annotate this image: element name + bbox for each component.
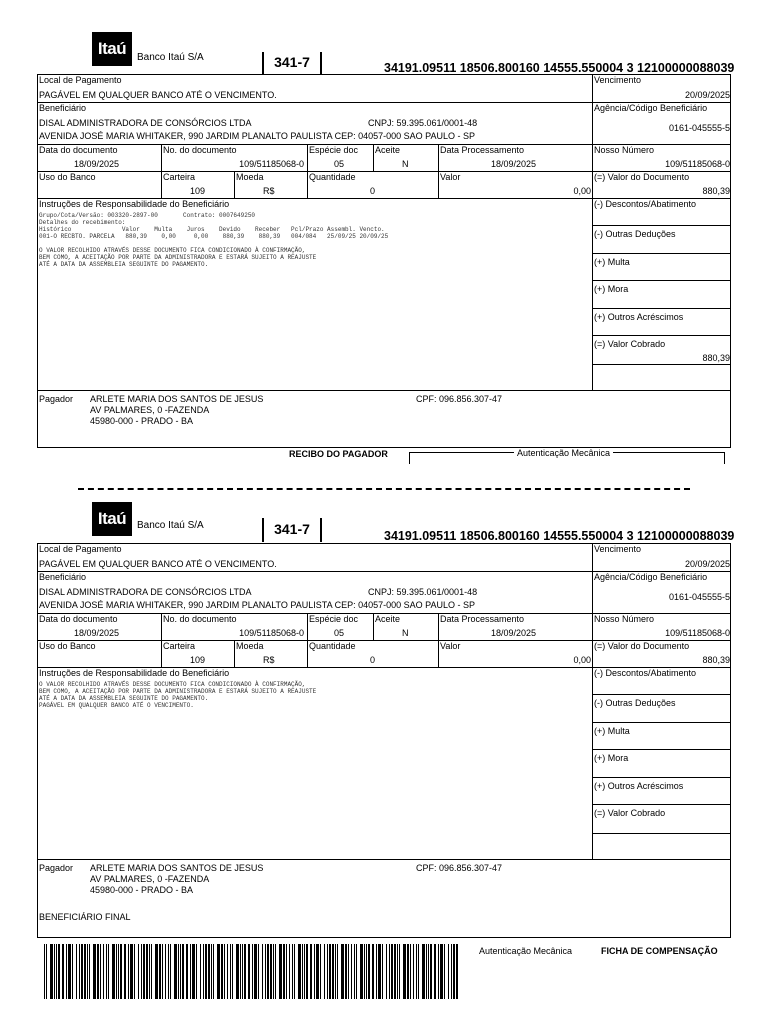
instrucoes-cell xyxy=(38,668,593,860)
barcode-bar xyxy=(372,944,374,999)
local-pagamento-label: Local de Pagamento xyxy=(39,544,122,554)
barcode-bar xyxy=(130,944,133,999)
barcode-bar xyxy=(89,944,90,999)
vencimento-value: 20/09/2025 xyxy=(684,559,730,569)
barcode-bar xyxy=(221,944,223,999)
moeda-value: R$ xyxy=(263,186,275,196)
moeda-label: Moeda xyxy=(236,641,264,651)
no-documento-value: 109/51185068-0 xyxy=(239,159,304,169)
barcode-bar xyxy=(444,944,445,999)
barcode-bar xyxy=(391,944,393,999)
barcode-bar xyxy=(267,944,269,999)
uso-banco-label: Uso do Banco xyxy=(39,641,96,651)
outras-deducoes-label: (-) Outras Deduções xyxy=(594,698,676,708)
recibo-pagador-title: RECIBO DO PAGADOR xyxy=(289,449,388,459)
carteira-cell xyxy=(162,172,235,199)
outros-acrescimos-cell xyxy=(593,778,731,805)
barcode-bar xyxy=(248,944,250,999)
barcode-bar xyxy=(106,944,107,999)
multa-cell xyxy=(593,723,731,750)
data-documento-value: 18/09/2025 xyxy=(74,628,120,638)
especie-doc-value: 05 xyxy=(334,628,345,638)
nosso-numero-value: 109/51185068-0 xyxy=(665,628,730,638)
vencimento-label: Vencimento xyxy=(594,75,642,85)
nosso-numero-label: Nosso Número xyxy=(594,145,655,155)
barcode-bar xyxy=(289,944,290,999)
data-processamento-label: Data Processamento xyxy=(440,614,525,624)
boleto-grid xyxy=(37,74,731,448)
valor-cobrado-label: (=) Valor Cobrado xyxy=(594,808,666,818)
barcode-bar xyxy=(275,944,276,999)
beneficiario-cell xyxy=(38,572,593,614)
barcode-bar xyxy=(81,944,83,999)
barcode-bar xyxy=(200,944,201,999)
vencimento-cell xyxy=(593,75,731,103)
barcode-bar xyxy=(348,944,349,999)
barcode-bar xyxy=(306,944,308,999)
barcode-bar xyxy=(162,944,163,999)
barcode-bar xyxy=(100,944,101,999)
barcode-bar xyxy=(345,944,347,999)
barcode-bar xyxy=(327,944,328,999)
barcode xyxy=(44,944,462,999)
instrucoes-text: O VALOR RECOLHIDO ATRAVÉS DESSE DOCUMENTO FICA CONDICIONADO À CONFIRMAÇÃO, BEM COMO, A ACEITAÇÃO POR PARTE DA ADMINISTRADORA E ESTARÁ SUJEITO A REAJUSTE ATÉ A DATA DA ASSEMBLEIA SEGUINTE DO PAGAMENTO. PAGÁVEL EM QUALQUER BANCO ATÉ O VENCIMENTO. xyxy=(39,681,317,709)
barcode-bar xyxy=(103,944,104,999)
pagador-end2: 45980-000 - PRADO - BA xyxy=(90,885,194,895)
beneficiario-cnpj: CNPJ: 59.395.061/0001-48 xyxy=(368,587,478,597)
barcode-bar xyxy=(66,944,67,999)
agencia-cell xyxy=(593,103,731,145)
barcode-bar xyxy=(93,944,96,999)
instrucoes-label: Instruções de Responsabilidade do Beneficiário xyxy=(39,199,230,209)
barcode-bar xyxy=(448,944,449,999)
agencia-value: 0161-045555-5 xyxy=(668,123,730,133)
barcode-bar xyxy=(56,944,57,999)
barcode-bar xyxy=(320,944,321,999)
no-documento-cell xyxy=(162,145,308,172)
instrucoes-label: Instruções de Responsabilidade do Beneficiário xyxy=(39,668,230,678)
barcode-bar xyxy=(180,944,181,999)
pagador-cell xyxy=(38,391,731,448)
beneficiario-endereco: AVENIDA JOSÉ MARIA WHITAKER, 990 JARDIM PLANALTO PAULISTA CEP: 04057-000 SAO PAULO - SP xyxy=(39,131,475,141)
instrucoes-cell xyxy=(38,199,593,391)
barcode-bar xyxy=(356,944,357,999)
aceite-label: Aceite xyxy=(375,614,401,624)
uso-banco-cell xyxy=(38,172,162,199)
barcode-bar xyxy=(378,944,381,999)
barcode-bar xyxy=(286,944,287,999)
agencia-label: Agência/Código Beneficiário xyxy=(594,572,708,582)
aceite-value: N xyxy=(402,159,409,169)
barcode-bar xyxy=(351,944,352,999)
barcode-bar xyxy=(124,944,126,999)
barcode-bar xyxy=(453,944,455,999)
barcode-bar xyxy=(208,944,210,999)
barcode-bar xyxy=(120,944,122,999)
barcode-bar xyxy=(262,944,263,999)
no-documento-label: No. do documento xyxy=(163,614,237,624)
barcode-bar xyxy=(112,944,115,999)
barcode-bar xyxy=(242,944,243,999)
barcode-bar xyxy=(410,944,411,999)
barcode-bar xyxy=(46,944,47,999)
barcode-bar xyxy=(196,944,197,999)
data-processamento-value: 18/09/2025 xyxy=(491,159,537,169)
boleto-grid xyxy=(37,543,731,938)
barcode-bar xyxy=(428,944,429,999)
barcode-bar xyxy=(366,944,367,999)
pagador-end1: AV PALMARES, 0 -FAZENDA xyxy=(90,874,210,884)
barcode-bar xyxy=(335,944,336,999)
pagador-end2: 45980-000 - PRADO - BA xyxy=(90,416,194,426)
especie-doc-cell xyxy=(308,614,374,641)
especie-doc-cell xyxy=(308,145,374,172)
barcode-bar xyxy=(149,944,150,999)
valor-documento-label: (=) Valor do Documento xyxy=(594,641,690,651)
beneficiario-label: Beneficiário xyxy=(39,572,87,582)
data-documento-cell xyxy=(38,614,162,641)
mora-cell xyxy=(593,750,731,778)
pagador-nome: ARLETE MARIA DOS SANTOS DE JESUS xyxy=(90,394,264,404)
valor-cobrado-cell xyxy=(593,336,731,365)
especie-doc-value: 05 xyxy=(334,159,345,169)
valor-value: 0,00 xyxy=(573,186,591,196)
barcode-bar xyxy=(232,944,233,999)
barcode-bar xyxy=(165,944,166,999)
blank-right-cell xyxy=(593,834,731,860)
valor-label: Valor xyxy=(440,641,461,651)
barcode-bar xyxy=(134,944,135,999)
valor-documento-value: 880,39 xyxy=(702,186,730,196)
instrucoes-text: Grupo/Cota/Versão: 003320-2897-00 Contrato: 0007649250 Detalhes do recebimento: Histórico Valor Multa Juros Devido Receber Pcl/Prazo Assembl. Vencto. 001-O RECBTO. PARCELA 880,39 0,00 0,00 880,39 880,39 004/084 25/09/25 20/09/25 O VALOR RECOLHIDO ATRAVÉS DESSE DOCUMENTO FICA CONDICIONADO À CONFIRMAÇÃO, BEM COMO, A ACEITAÇÃO POR PARTE DA ADMINISTRADORA E ESTARÁ SUJEITO A REAJUSTE ATÉ A DATA DA ASSEMBLEIA SEGUINTE DO PAGAMENTO. xyxy=(39,212,389,268)
barcode-bar xyxy=(87,944,88,999)
barcode-bar xyxy=(170,944,171,999)
barcode-bar xyxy=(403,944,406,999)
nosso-numero-value: 109/51185068-0 xyxy=(665,159,730,169)
aceite-cell xyxy=(374,145,439,172)
ficha-compensacao-title: FICHA DE COMPENSAÇÃO xyxy=(601,946,718,956)
recibo-pagador-section xyxy=(0,0,768,470)
data-documento-value: 18/09/2025 xyxy=(74,159,120,169)
vencimento-cell xyxy=(593,544,731,572)
barcode-bar xyxy=(426,944,427,999)
barcode-bar xyxy=(283,944,285,999)
local-pagamento-cell xyxy=(38,544,593,572)
barcode-bar xyxy=(438,944,439,999)
autenticacao-label: Autenticação Mecânica xyxy=(479,946,573,956)
local-pagamento-value: PAGÁVEL EM QUALQUER BANCO ATÉ O VENCIMENTO. xyxy=(39,559,277,569)
barcode-bar xyxy=(190,944,191,999)
data-processamento-label: Data Processamento xyxy=(440,145,525,155)
moeda-cell xyxy=(235,172,308,199)
barcode-bar xyxy=(382,944,383,999)
barcode-bar xyxy=(265,944,266,999)
barcode-bar xyxy=(217,944,220,999)
barcode-bar xyxy=(141,944,142,999)
beneficiario-cell xyxy=(38,103,593,145)
uso-banco-label: Uso do Banco xyxy=(39,172,96,182)
barcode-bar xyxy=(178,944,179,999)
barcode-bar xyxy=(440,944,443,999)
pagador-end1: AV PALMARES, 0 -FAZENDA xyxy=(90,405,210,415)
outras-deducoes-cell xyxy=(593,695,731,723)
moeda-value: R$ xyxy=(263,655,275,665)
barcode-bar xyxy=(151,944,152,999)
outras-deducoes-cell xyxy=(593,226,731,254)
beneficiario-final-label: BENEFICIÁRIO FINAL xyxy=(39,912,131,922)
beneficiario-cnpj: CNPJ: 59.395.061/0001-48 xyxy=(368,118,478,128)
quantidade-label: Quantidade xyxy=(309,641,356,651)
carteira-value: 109 xyxy=(190,186,206,196)
barcode-bar xyxy=(97,944,99,999)
valor-cell xyxy=(439,641,593,668)
mora-label: (+) Mora xyxy=(594,753,629,763)
barcode-bar xyxy=(146,944,148,999)
barcode-bar xyxy=(155,944,158,999)
barcode-bar xyxy=(186,944,188,999)
pagador-cell xyxy=(38,860,731,938)
barcode-bar xyxy=(304,944,305,999)
valor-value: 0,00 xyxy=(573,655,591,665)
data-documento-label: Data do documento xyxy=(39,145,118,155)
bank-name: Banco Itaú S/A xyxy=(137,52,204,63)
no-documento-label: No. do documento xyxy=(163,145,237,155)
barcode-bar xyxy=(254,944,257,999)
barcode-bar xyxy=(50,944,53,999)
nosso-numero-cell xyxy=(593,614,731,641)
barcode-bar xyxy=(430,944,432,999)
valor-cobrado-cell xyxy=(593,805,731,834)
mora-label: (+) Mora xyxy=(594,284,629,294)
especie-doc-label: Espécie doc xyxy=(309,614,359,624)
barcode-bar xyxy=(394,944,396,999)
data-documento-cell xyxy=(38,145,162,172)
barcode-bar xyxy=(224,944,225,999)
outras-deducoes-label: (-) Outras Deduções xyxy=(594,229,676,239)
barcode-bar xyxy=(240,944,241,999)
vencimento-value: 20/09/2025 xyxy=(684,90,730,100)
barcode-bar xyxy=(44,944,45,999)
barcode-bar xyxy=(324,944,325,999)
digitable-line: 34191.09511 18506.800160 14555.550004 3 12100000088039 xyxy=(384,61,735,75)
valor-cobrado-label: (=) Valor Cobrado xyxy=(594,339,666,349)
barcode-bar xyxy=(310,944,312,999)
pagador-label: Pagador xyxy=(39,394,74,404)
barcode-bar xyxy=(341,944,344,999)
quantidade-cell xyxy=(308,172,439,199)
barcode-bar xyxy=(138,944,139,999)
barcode-bar xyxy=(332,944,334,999)
nosso-numero-cell xyxy=(593,145,731,172)
local-pagamento-value: PAGÁVEL EM QUALQUER BANCO ATÉ O VENCIMENTO. xyxy=(39,90,277,100)
carteira-label: Carteira xyxy=(163,172,196,182)
local-pagamento-label: Local de Pagamento xyxy=(39,75,122,85)
outros-acrescimos-cell xyxy=(593,309,731,336)
barcode-bar xyxy=(292,944,293,999)
valor-documento-cell xyxy=(593,172,731,199)
barcode-bar xyxy=(434,944,436,999)
especie-doc-label: Espécie doc xyxy=(309,145,359,155)
valor-cell xyxy=(439,172,593,199)
valor-documento-label: (=) Valor do Documento xyxy=(594,172,690,182)
barcode-bar xyxy=(451,944,452,999)
barcode-bar xyxy=(316,944,319,999)
barcode-bar xyxy=(84,944,86,999)
barcode-bar xyxy=(389,944,390,999)
beneficiario-label: Beneficiário xyxy=(39,103,87,113)
moeda-cell xyxy=(235,641,308,668)
agencia-cell xyxy=(593,572,731,614)
barcode-bar xyxy=(230,944,231,999)
barcode-bar xyxy=(364,944,365,999)
valor-documento-value: 880,39 xyxy=(702,655,730,665)
data-processamento-cell xyxy=(439,145,593,172)
carteira-value: 109 xyxy=(190,655,206,665)
barcode-bar xyxy=(108,944,109,999)
barcode-bar xyxy=(258,944,259,999)
itau-logo: Itaú xyxy=(92,32,132,66)
barcode-bar xyxy=(227,944,228,999)
cut-line xyxy=(78,488,690,490)
barcode-bar xyxy=(368,944,370,999)
barcode-bar xyxy=(128,944,129,999)
barcode-bar xyxy=(244,944,246,999)
barcode-bar xyxy=(211,944,212,999)
barcode-bar xyxy=(279,944,282,999)
barcode-bar xyxy=(143,944,145,999)
descontos-label: (-) Descontos/Abatimento xyxy=(594,668,697,678)
beneficiario-endereco: AVENIDA JOSÉ MARIA WHITAKER, 990 JARDIM PLANALTO PAULISTA CEP: 04057-000 SAO PAULO - SP xyxy=(39,600,475,610)
data-documento-label: Data do documento xyxy=(39,614,118,624)
barcode-bar xyxy=(62,944,64,999)
barcode-bar xyxy=(376,944,377,999)
barcode-bar xyxy=(205,944,207,999)
beneficiario-nome: DISAL ADMINISTRADORA DE CONSÓRCIOS LTDA xyxy=(39,118,252,128)
quantidade-value: 0 xyxy=(370,655,376,665)
barcode-bar xyxy=(192,944,195,999)
barcode-bar xyxy=(168,944,169,999)
nosso-numero-label: Nosso Número xyxy=(594,614,655,624)
barcode-bar xyxy=(79,944,80,999)
barcode-bar xyxy=(413,944,414,999)
barcode-bar xyxy=(298,944,301,999)
barcode-bar xyxy=(386,944,387,999)
barcode-bar xyxy=(213,944,214,999)
barcode-bar xyxy=(397,944,398,999)
valor-documento-cell xyxy=(593,641,731,668)
barcode-bar xyxy=(54,944,55,999)
barcode-bar xyxy=(174,944,177,999)
multa-cell xyxy=(593,254,731,281)
barcode-bar xyxy=(76,944,77,999)
pagador-label: Pagador xyxy=(39,863,74,873)
valor-cobrado-value: 880,39 xyxy=(702,353,730,363)
barcode-bar xyxy=(273,944,274,999)
carteira-cell xyxy=(162,641,235,668)
barcode-bar xyxy=(116,944,117,999)
mora-cell xyxy=(593,281,731,309)
quantidade-cell xyxy=(308,641,439,668)
outros-acrescimos-label: (+) Outros Acréscimos xyxy=(594,781,684,791)
barcode-bar xyxy=(456,944,458,999)
aceite-cell xyxy=(374,614,439,641)
no-documento-cell xyxy=(162,614,308,641)
pagador-cpf: CPF: 096.856.307-47 xyxy=(416,394,503,404)
barcode-bar xyxy=(407,944,409,999)
quantidade-label: Quantidade xyxy=(309,172,356,182)
beneficiario-nome: DISAL ADMINISTRADORA DE CONSÓRCIOS LTDA xyxy=(39,587,252,597)
barcode-bar xyxy=(72,944,73,999)
outros-acrescimos-label: (+) Outros Acréscimos xyxy=(594,312,684,322)
pagador-cpf: CPF: 096.856.307-47 xyxy=(416,863,503,873)
digitable-line: 34191.09511 18506.800160 14555.550004 3 12100000088039 xyxy=(384,529,735,543)
bank-code: 341-7 xyxy=(262,518,322,542)
blank-right-cell xyxy=(593,365,731,391)
barcode-bar xyxy=(118,944,119,999)
autenticacao-label: Autenticação Mecânica xyxy=(514,448,613,458)
barcode-bar xyxy=(68,944,71,999)
local-pagamento-cell xyxy=(38,75,593,103)
barcode-bar xyxy=(329,944,331,999)
barcode-bar xyxy=(418,944,419,999)
no-documento-value: 109/51185068-0 xyxy=(239,628,304,638)
agencia-value: 0161-045555-5 xyxy=(668,592,730,602)
barcode-bar xyxy=(236,944,239,999)
pagador-nome: ARLETE MARIA DOS SANTOS DE JESUS xyxy=(90,863,264,873)
barcode-bar xyxy=(159,944,161,999)
barcode-bar xyxy=(422,944,425,999)
quantidade-value: 0 xyxy=(370,186,376,196)
barcode-bar xyxy=(399,944,400,999)
bank-name: Banco Itaú S/A xyxy=(137,520,204,531)
descontos-cell xyxy=(593,668,731,695)
itau-logo: Itaú xyxy=(92,502,132,536)
carteira-label: Carteira xyxy=(163,641,196,651)
barcode-bar xyxy=(337,944,338,999)
barcode-bar xyxy=(416,944,417,999)
data-processamento-cell xyxy=(439,614,593,641)
barcode-bar xyxy=(203,944,204,999)
aceite-value: N xyxy=(402,628,409,638)
multa-label: (+) Multa xyxy=(594,257,630,267)
barcode-bar xyxy=(252,944,253,999)
bank-code: 341-7 xyxy=(262,52,322,74)
descontos-label: (-) Descontos/Abatimento xyxy=(594,199,697,209)
barcode-bar xyxy=(360,944,363,999)
barcode-bar xyxy=(182,944,184,999)
barcode-bar xyxy=(354,944,355,999)
barcode-bar xyxy=(58,944,60,999)
multa-label: (+) Multa xyxy=(594,726,630,736)
uso-banco-cell xyxy=(38,641,162,668)
barcode-bar xyxy=(302,944,303,999)
moeda-label: Moeda xyxy=(236,172,264,182)
barcode-bar xyxy=(294,944,295,999)
data-processamento-value: 18/09/2025 xyxy=(491,628,537,638)
barcode-bar xyxy=(314,944,315,999)
valor-label: Valor xyxy=(440,172,461,182)
barcode-bar xyxy=(270,944,272,999)
descontos-cell xyxy=(593,199,731,226)
agencia-label: Agência/Código Beneficiário xyxy=(594,103,708,113)
vencimento-label: Vencimento xyxy=(594,544,642,554)
aceite-label: Aceite xyxy=(375,145,401,155)
